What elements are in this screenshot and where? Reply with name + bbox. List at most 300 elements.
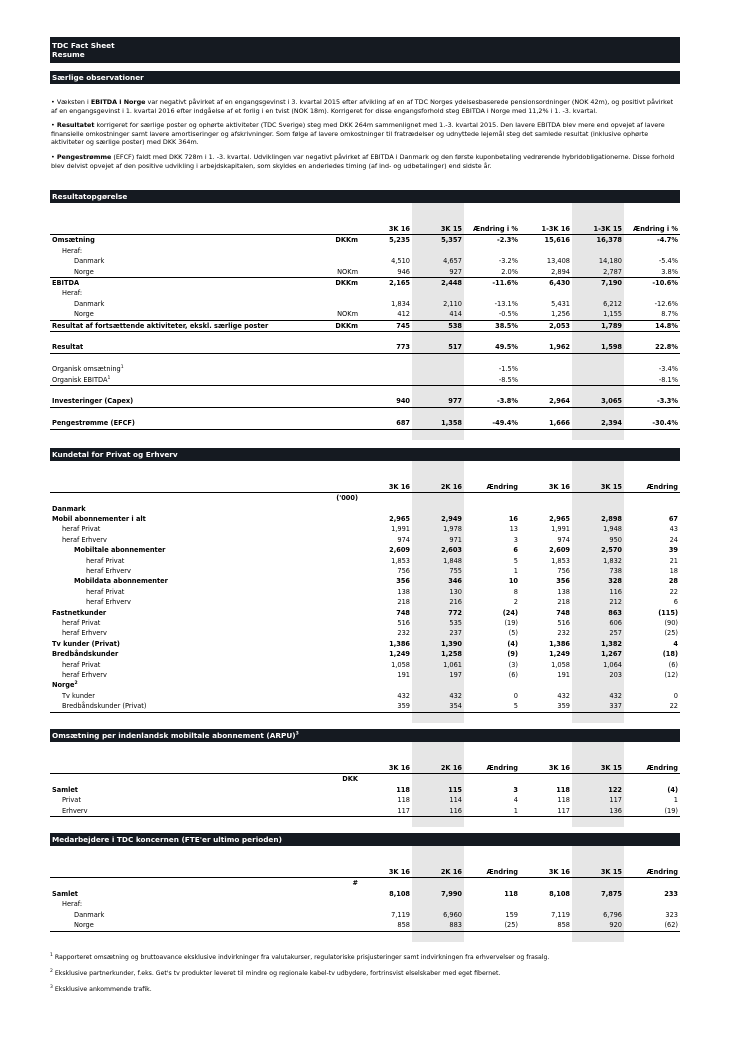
row-value: 432 — [412, 691, 464, 701]
row-value — [520, 288, 572, 298]
row-value: (4) — [507, 639, 518, 648]
row-value: -10.6% — [652, 278, 678, 287]
spacer-cell — [464, 214, 520, 224]
row-value: 6 — [673, 598, 678, 607]
row-value — [412, 407, 464, 418]
spacer-cell — [572, 846, 624, 856]
row-value: 2,965 — [389, 514, 410, 523]
spacer-row — [50, 203, 680, 213]
row-label — [50, 649, 318, 659]
row-unit — [318, 256, 360, 266]
row-unit: DKKm — [318, 320, 360, 331]
unit-cell: DKK — [342, 775, 358, 784]
row-value: 117 — [360, 806, 412, 817]
row-unit — [318, 701, 360, 712]
row-unit — [318, 597, 360, 607]
row-value: 517 — [412, 342, 464, 353]
row-value — [572, 680, 624, 690]
row-label — [50, 277, 318, 288]
spacer-cell — [464, 742, 520, 752]
row-value: 232 — [557, 629, 570, 638]
row-value — [520, 364, 572, 374]
row-label-text: Samlet — [52, 889, 78, 898]
spacer-cell — [318, 742, 360, 752]
row-label — [50, 299, 318, 309]
spacer-row — [50, 816, 680, 827]
row-value: 977 — [412, 396, 464, 407]
footnote — [50, 970, 680, 978]
row-value — [360, 386, 412, 397]
column-header: 2K 16 — [412, 867, 464, 878]
row-value: 10 — [508, 577, 518, 586]
row-value: 5 — [464, 701, 520, 712]
row-value — [572, 504, 624, 514]
row-value: 7,875 — [572, 889, 624, 899]
spacer-cell — [520, 203, 572, 213]
spacer-cell — [624, 931, 680, 942]
row-unit — [318, 353, 360, 364]
spacer-cell — [50, 846, 318, 856]
row-label — [50, 504, 318, 514]
row-label — [50, 701, 318, 712]
row-value: 974 — [557, 535, 570, 544]
spacer-cell — [520, 214, 572, 224]
row-value: 1,386 — [549, 639, 570, 648]
spacer-cell — [520, 493, 572, 504]
row-label-text: Mobildata abonnementer — [74, 577, 168, 586]
row-value: 5,431 — [551, 299, 570, 308]
row-label-text: EBITDA — [52, 278, 80, 287]
row-unit — [318, 396, 360, 407]
row-value: -30.4% — [624, 418, 680, 429]
row-value: -3.2% — [498, 257, 518, 266]
row-value: 1,978 — [412, 524, 464, 534]
row-value — [360, 375, 412, 386]
row-label-text: Privat — [62, 796, 81, 805]
header-unit-cell — [318, 763, 360, 774]
row-value: (6) — [508, 671, 518, 680]
unit-row — [50, 774, 680, 785]
spacer-cell — [318, 214, 360, 224]
spacer-cell — [412, 846, 464, 856]
footnotes — [50, 954, 680, 994]
spacer-row — [50, 429, 680, 440]
spacer-cell — [360, 816, 412, 827]
row-value — [520, 386, 572, 397]
row-value: 5 — [513, 556, 518, 565]
row-value — [360, 407, 412, 418]
row-value: 1,390 — [412, 639, 464, 649]
table-row — [50, 899, 680, 909]
column-header: 3K 16 — [520, 482, 572, 493]
row-value: 8 — [513, 587, 518, 596]
spacer-cell — [412, 493, 464, 504]
column-header: 3K 16 — [520, 867, 572, 878]
row-value: 745 — [360, 320, 412, 331]
row-value: 687 — [360, 418, 412, 429]
row-value: 8,108 — [389, 889, 410, 898]
row-value: 136 — [572, 806, 624, 817]
column-header: 2K 16 — [412, 482, 464, 493]
table-row — [50, 386, 680, 397]
row-value — [464, 353, 520, 364]
spacer-cell — [360, 712, 412, 723]
row-value: 0 — [513, 691, 518, 700]
row-unit — [318, 504, 360, 514]
spacer-cell — [520, 742, 572, 752]
spacer-cell — [412, 742, 464, 752]
row-value — [520, 246, 572, 256]
row-value: 950 — [572, 535, 624, 545]
spacer-cell — [464, 461, 520, 471]
spacer-row — [50, 846, 680, 856]
row-value: 21 — [669, 556, 678, 565]
header-row — [50, 763, 680, 774]
row-value: 2,053 — [520, 320, 572, 331]
spacer-cell — [464, 774, 520, 785]
table-row — [50, 364, 680, 374]
table-row — [50, 418, 680, 429]
row-value: (19) — [504, 619, 518, 628]
spacer-cell — [360, 774, 412, 785]
spacer-cell — [624, 203, 680, 213]
row-label — [50, 246, 318, 256]
spacer-cell — [412, 203, 464, 213]
row-value: 8.7% — [624, 309, 680, 320]
row-value: 940 — [360, 396, 412, 407]
row-value — [360, 680, 412, 690]
row-value: 1,358 — [412, 418, 464, 429]
table-row — [50, 576, 680, 586]
spacer-cell — [50, 742, 318, 752]
table-row — [50, 309, 680, 320]
row-label-text: Danmark — [74, 257, 105, 266]
spacer-cell — [464, 493, 520, 504]
row-value — [520, 332, 572, 343]
row-value — [360, 353, 412, 364]
row-label — [50, 556, 318, 566]
row-value: 0 — [673, 691, 678, 700]
row-value: 1,382 — [572, 639, 624, 649]
row-value — [412, 375, 464, 386]
spacer-row — [50, 471, 680, 481]
spacer-cell — [624, 742, 680, 752]
row-value — [412, 899, 464, 909]
row-value: 7,119 — [551, 910, 570, 919]
row-unit — [318, 545, 360, 555]
row-value: 1,962 — [520, 342, 572, 353]
spacer-cell — [464, 203, 520, 213]
footnote-text: Eksklusive partnerkunder, f.eks. Get's tv produkter leveret til mindre og regionale kabel-tv udbydere, fortrinsvist elselskaber med eget fibernet. — [52, 969, 501, 977]
spacer-cell — [360, 752, 412, 762]
row-unit — [318, 889, 360, 899]
row-label-text: Heraf: — [62, 900, 83, 909]
row-value: 1 — [673, 796, 678, 805]
row-unit — [318, 670, 360, 680]
row-value: (9) — [507, 650, 518, 659]
row-value — [572, 407, 624, 418]
row-value — [572, 246, 624, 256]
document-header — [50, 37, 680, 63]
row-value: 5,357 — [412, 235, 464, 246]
row-value: 1,848 — [412, 556, 464, 566]
spacer-cell — [520, 461, 572, 471]
header-unit-cell — [318, 867, 360, 878]
spacer-cell — [412, 774, 464, 785]
row-value — [572, 375, 624, 386]
row-value — [412, 288, 464, 298]
footnote — [50, 954, 680, 962]
spacer-cell — [624, 774, 680, 785]
spacer-cell — [572, 742, 624, 752]
row-value: -4.7% — [656, 236, 678, 245]
row-value: 7,190 — [572, 277, 624, 288]
column-header: 3K 16 — [360, 224, 412, 235]
row-value: 118 — [504, 889, 518, 898]
spacer-cell — [360, 461, 412, 471]
row-value: -3.3% — [624, 396, 680, 407]
column-header: 3K 16 — [520, 763, 572, 774]
row-value: 15,616 — [544, 236, 570, 245]
row-unit — [318, 524, 360, 534]
row-value: 3 — [513, 535, 518, 544]
row-value: 1,832 — [572, 556, 624, 566]
row-value: 4 — [513, 796, 518, 805]
header-unit-cell — [318, 482, 360, 493]
row-label — [50, 342, 318, 353]
row-label-text: Norge — [52, 681, 75, 690]
row-value: 1,948 — [572, 524, 624, 534]
spacer-cell — [50, 931, 318, 942]
row-value — [572, 899, 624, 909]
row-value: 7,119 — [391, 910, 410, 919]
row-label-text: Organisk omsætning — [52, 365, 121, 374]
row-value: 117 — [520, 806, 572, 817]
row-value — [464, 504, 520, 514]
header-label-cell — [50, 867, 318, 878]
row-unit — [318, 806, 360, 817]
income-table — [50, 203, 680, 440]
row-value: 118 — [396, 785, 410, 794]
row-value: 1,258 — [412, 649, 464, 659]
table-row — [50, 660, 680, 670]
row-label — [50, 364, 318, 374]
unit-row — [50, 878, 680, 889]
table-row — [50, 545, 680, 555]
row-value: 28 — [668, 577, 678, 586]
row-value: 1,064 — [572, 660, 624, 670]
row-value: -13.1% — [494, 299, 518, 308]
spacer-cell — [318, 471, 360, 481]
row-label — [50, 256, 318, 266]
table-row — [50, 680, 680, 690]
row-value: (25) — [664, 629, 678, 638]
row-value: 756 — [557, 567, 570, 576]
header-row — [50, 482, 680, 493]
row-unit — [318, 608, 360, 618]
spacer-cell — [360, 429, 412, 440]
row-value — [360, 899, 412, 909]
row-value: -11.6% — [492, 278, 518, 287]
row-value: 412 — [360, 309, 412, 320]
row-value: 197 — [412, 670, 464, 680]
spacer-cell — [318, 752, 360, 762]
row-value: 2,609 — [389, 546, 410, 555]
spacer-row — [50, 857, 680, 867]
row-value: 971 — [412, 535, 464, 545]
row-unit: DKKm — [335, 278, 358, 287]
row-unit — [318, 407, 360, 418]
spacer-cell — [520, 429, 572, 440]
row-unit — [318, 920, 360, 931]
row-label-text: heraf Erhverv — [62, 629, 107, 638]
row-label — [50, 608, 318, 618]
row-value: 1,834 — [391, 299, 410, 308]
row-value: (62) — [624, 920, 680, 931]
row-label — [50, 353, 318, 364]
row-unit — [318, 535, 360, 545]
row-value: -3.4% — [658, 365, 678, 374]
table-row — [50, 639, 680, 649]
table-row — [50, 504, 680, 514]
unit-label-cell — [50, 774, 318, 785]
row-label-text: Bredbåndskunder — [52, 650, 119, 659]
row-value: 13 — [509, 525, 518, 534]
row-value: 159 — [505, 910, 518, 919]
row-label — [50, 332, 318, 343]
row-value: 3.8% — [624, 267, 680, 278]
row-value: 3,065 — [572, 396, 624, 407]
row-value: 1,598 — [572, 342, 624, 353]
column-header: Ændring — [624, 482, 680, 493]
column-header: 3K 16 — [360, 867, 412, 878]
row-label — [50, 320, 318, 331]
row-value: 2,894 — [520, 267, 572, 278]
section-title-arpu: Omsætning per indenlandsk mobiltale abonnement (ARPU)$^3$ — [50, 729, 680, 742]
spacer-cell — [572, 931, 624, 942]
spacer-cell — [624, 493, 680, 504]
row-label — [50, 628, 318, 638]
row-value: 1 — [513, 567, 518, 576]
spacer-cell — [412, 429, 464, 440]
table-row — [50, 407, 680, 418]
row-value: 218 — [557, 598, 570, 607]
arpu-table — [50, 742, 680, 827]
row-value: 118 — [556, 785, 570, 794]
spacer-cell — [572, 429, 624, 440]
row-value: (3) — [508, 660, 518, 669]
row-value: 6 — [513, 546, 518, 555]
column-header: Ændring i % — [624, 224, 680, 235]
table-row — [50, 889, 680, 899]
document-title: TDC Fact Sheet — [52, 41, 115, 50]
row-value: 328 — [572, 576, 624, 586]
column-header: 1-3K 15 — [572, 224, 624, 235]
row-value: 122 — [572, 785, 624, 795]
spacer-cell — [412, 857, 464, 867]
table-row — [50, 288, 680, 298]
spacer-row — [50, 752, 680, 762]
spacer-cell — [50, 214, 318, 224]
spacer-cell — [412, 816, 464, 827]
row-unit — [318, 418, 360, 429]
spacer-cell — [50, 752, 318, 762]
spacer-cell — [572, 203, 624, 213]
spacer-cell — [624, 878, 680, 889]
row-value: 5,235 — [389, 236, 410, 245]
row-value: -8.1% — [624, 375, 680, 386]
row-label-text: heraf Erhverv — [86, 598, 131, 607]
row-value — [624, 407, 680, 418]
spacer-cell — [360, 857, 412, 867]
column-header: Ændring i % — [464, 224, 520, 235]
row-label — [50, 785, 318, 795]
row-value: (6) — [668, 660, 678, 669]
table-row — [50, 514, 680, 524]
spacer-cell — [624, 214, 680, 224]
header-row — [50, 224, 680, 235]
footnote-marker: 1 — [120, 365, 124, 370]
row-value: 323 — [665, 910, 678, 919]
row-label-text: Investeringer (Capex) — [52, 397, 134, 406]
row-label-text: Resultat — [52, 343, 84, 352]
row-label — [50, 267, 318, 278]
spacer-cell — [520, 857, 572, 867]
observation-1: • Væksten i EBITDA i Norge var negativt påvirket af en engangsgevinst i 3. kvartal 2015 efter afvikling af en af TDC Norges ydelsesbaserede pensionsordninger (NOK 42m), og positivt påvirket af en engangsgevinst i 1. kvartal 2016 efter indgåelse af et forlig i en tvist (NOK 18m). Korrigeret for disse engangsforhold steg EBITDA i Norge med 11,2% i 1. -3. kvartal. — [51, 98, 674, 115]
row-label — [50, 806, 318, 817]
row-value: (19) — [624, 806, 680, 817]
row-label-text: Pengestrømme (EFCF) — [52, 419, 135, 428]
row-value: 3 — [513, 785, 518, 794]
row-value: 414 — [412, 309, 464, 320]
row-unit — [318, 660, 360, 670]
row-value: 49.5% — [464, 342, 520, 353]
row-value: 118 — [397, 796, 410, 805]
row-value: 2,110 — [412, 299, 464, 309]
row-unit — [318, 342, 360, 353]
row-label-text: heraf Privat — [62, 525, 101, 534]
row-value: 2,787 — [572, 267, 624, 278]
spacer-cell — [624, 846, 680, 856]
row-value: 203 — [572, 670, 624, 680]
spacer-cell — [360, 471, 412, 481]
spacer-cell — [412, 712, 464, 723]
row-value: 432 — [397, 691, 410, 700]
row-value: 232 — [397, 629, 410, 638]
table-row — [50, 235, 680, 246]
row-value: 606 — [572, 618, 624, 628]
row-label-text: Mobiltale abonnementer — [74, 546, 166, 555]
row-value — [624, 288, 680, 298]
row-value: 24 — [669, 535, 678, 544]
row-unit — [318, 514, 360, 524]
row-value: 257 — [572, 628, 624, 638]
row-value: 2,964 — [520, 396, 572, 407]
section-title-employees: Medarbejdere i TDC koncernen (FTE'er ultimo perioden) — [50, 833, 680, 846]
spacer-cell — [318, 712, 360, 723]
table-row — [50, 628, 680, 638]
row-value: -1.5% — [498, 365, 518, 374]
table-row — [50, 806, 680, 817]
spacer-row — [50, 931, 680, 942]
spacer-cell — [50, 461, 318, 471]
spacer-cell — [464, 878, 520, 889]
footnote-number: 1 — [50, 952, 53, 958]
row-value — [412, 364, 464, 374]
row-unit — [318, 299, 360, 309]
row-label — [50, 691, 318, 701]
row-label — [50, 795, 318, 805]
